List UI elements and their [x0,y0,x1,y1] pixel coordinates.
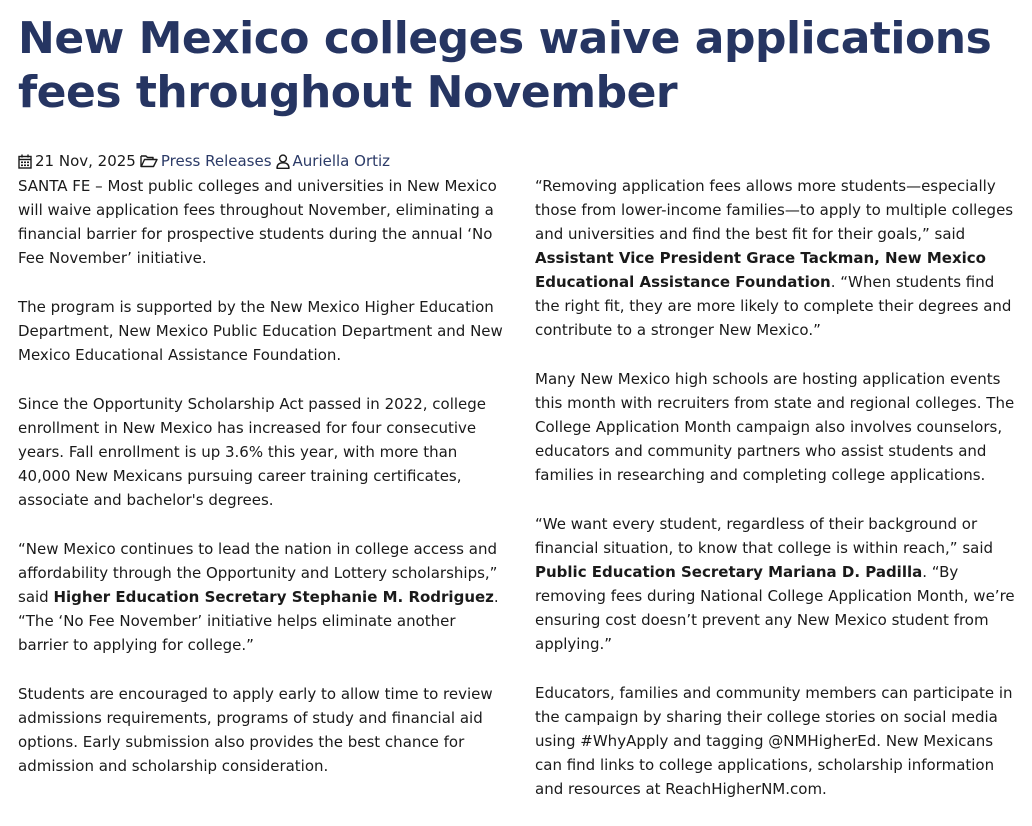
paragraph: Since the Opportunity Scholarship Act passed in 2022, college enrollment in New Mexico has increased for four consecutive years. Fall enrollment is up 3.6% this year, with more than 40,000 New Mexicans pursuing career training certificates, associate and bachelor's degrees. [18,395,487,509]
article-column-right [535,174,1023,826]
quote-text: “Removing application fees allows more students—especially those from lower-income families—to apply to multiple colleges and universities and find the best fit for their goals,” said [535,177,1014,243]
speaker-name: Assistant Vice President Grace Tackman, New Mexico Educational Assistance Foundation [535,249,986,291]
quote-text: . “The ‘No Fee November’ initiative helps eliminate another barrier to applying for college.” [18,588,499,654]
speaker-name: Public Education Secretary Mariana D. Padilla [535,563,923,581]
user-icon [276,154,290,169]
quote-text: “New Mexico continues to lead the nation in college access and affordability through the Opportunity and Lottery scholarships,” said [18,540,498,606]
paragraph: SANTA FE – Most public colleges and universities in New Mexico will waive application fees throughout November, eliminating a financial barrier for prospective students during the annual ‘No Fee November’ initiative. [18,177,497,267]
paragraph: Many New Mexico high schools are hosting application events this month with recruiters from state and regional colleges. The College Application Month campaign also involves counselors, educators and community partners who assist students and families in researching and completing college applications. [535,370,1015,484]
quote-text: . “By removing fees during National College Application Month, we’re ensuring cost doesn’t prevent any New Mexico student from applying.” [535,563,1015,653]
folder-icon [140,154,158,168]
paragraph: The program is supported by the New Mexico Higher Education Department, New Mexico Public Education Department and New Mexico Educational Assistance Foundation. [18,298,503,364]
calendar-icon [18,154,32,169]
author-link[interactable]: Auriella Ortiz [292,152,391,170]
article-column-left [18,174,506,803]
paragraph-quote [18,537,506,657]
article-date: 21 Nov, 2025 [35,152,136,170]
paragraph: Educators, families and community members can participate in the campaign by sharing their college stories on social media using #WhyApply and tagging @NMHigherEd. New Mexicans can find links to college applications, scholarship information and resources at ReachHigherNM.com. [535,684,1013,798]
article-title: New Mexico colleges waive applications fees throughout November [18,13,992,118]
article-meta [18,150,394,172]
paragraph-quote [535,512,1023,656]
speaker-name: Higher Education Secretary Stephanie M. Rodriguez [53,588,494,606]
quote-text: “We want every student, regardless of their background or financial situation, to know that college is within reach,” said [535,515,994,557]
category-link[interactable]: Press Releases [160,152,272,170]
paragraph: Students are encouraged to apply early to allow time to review admissions requirements, programs of study and financial aid options. Early submission also provides the best chance for admission and scholarship consideration. [18,685,493,775]
quote-text: . “When students find the right fit, they are more likely to complete their degrees and contribute to a stronger New Mexico.” [535,273,1012,339]
paragraph-quote [535,174,1023,342]
